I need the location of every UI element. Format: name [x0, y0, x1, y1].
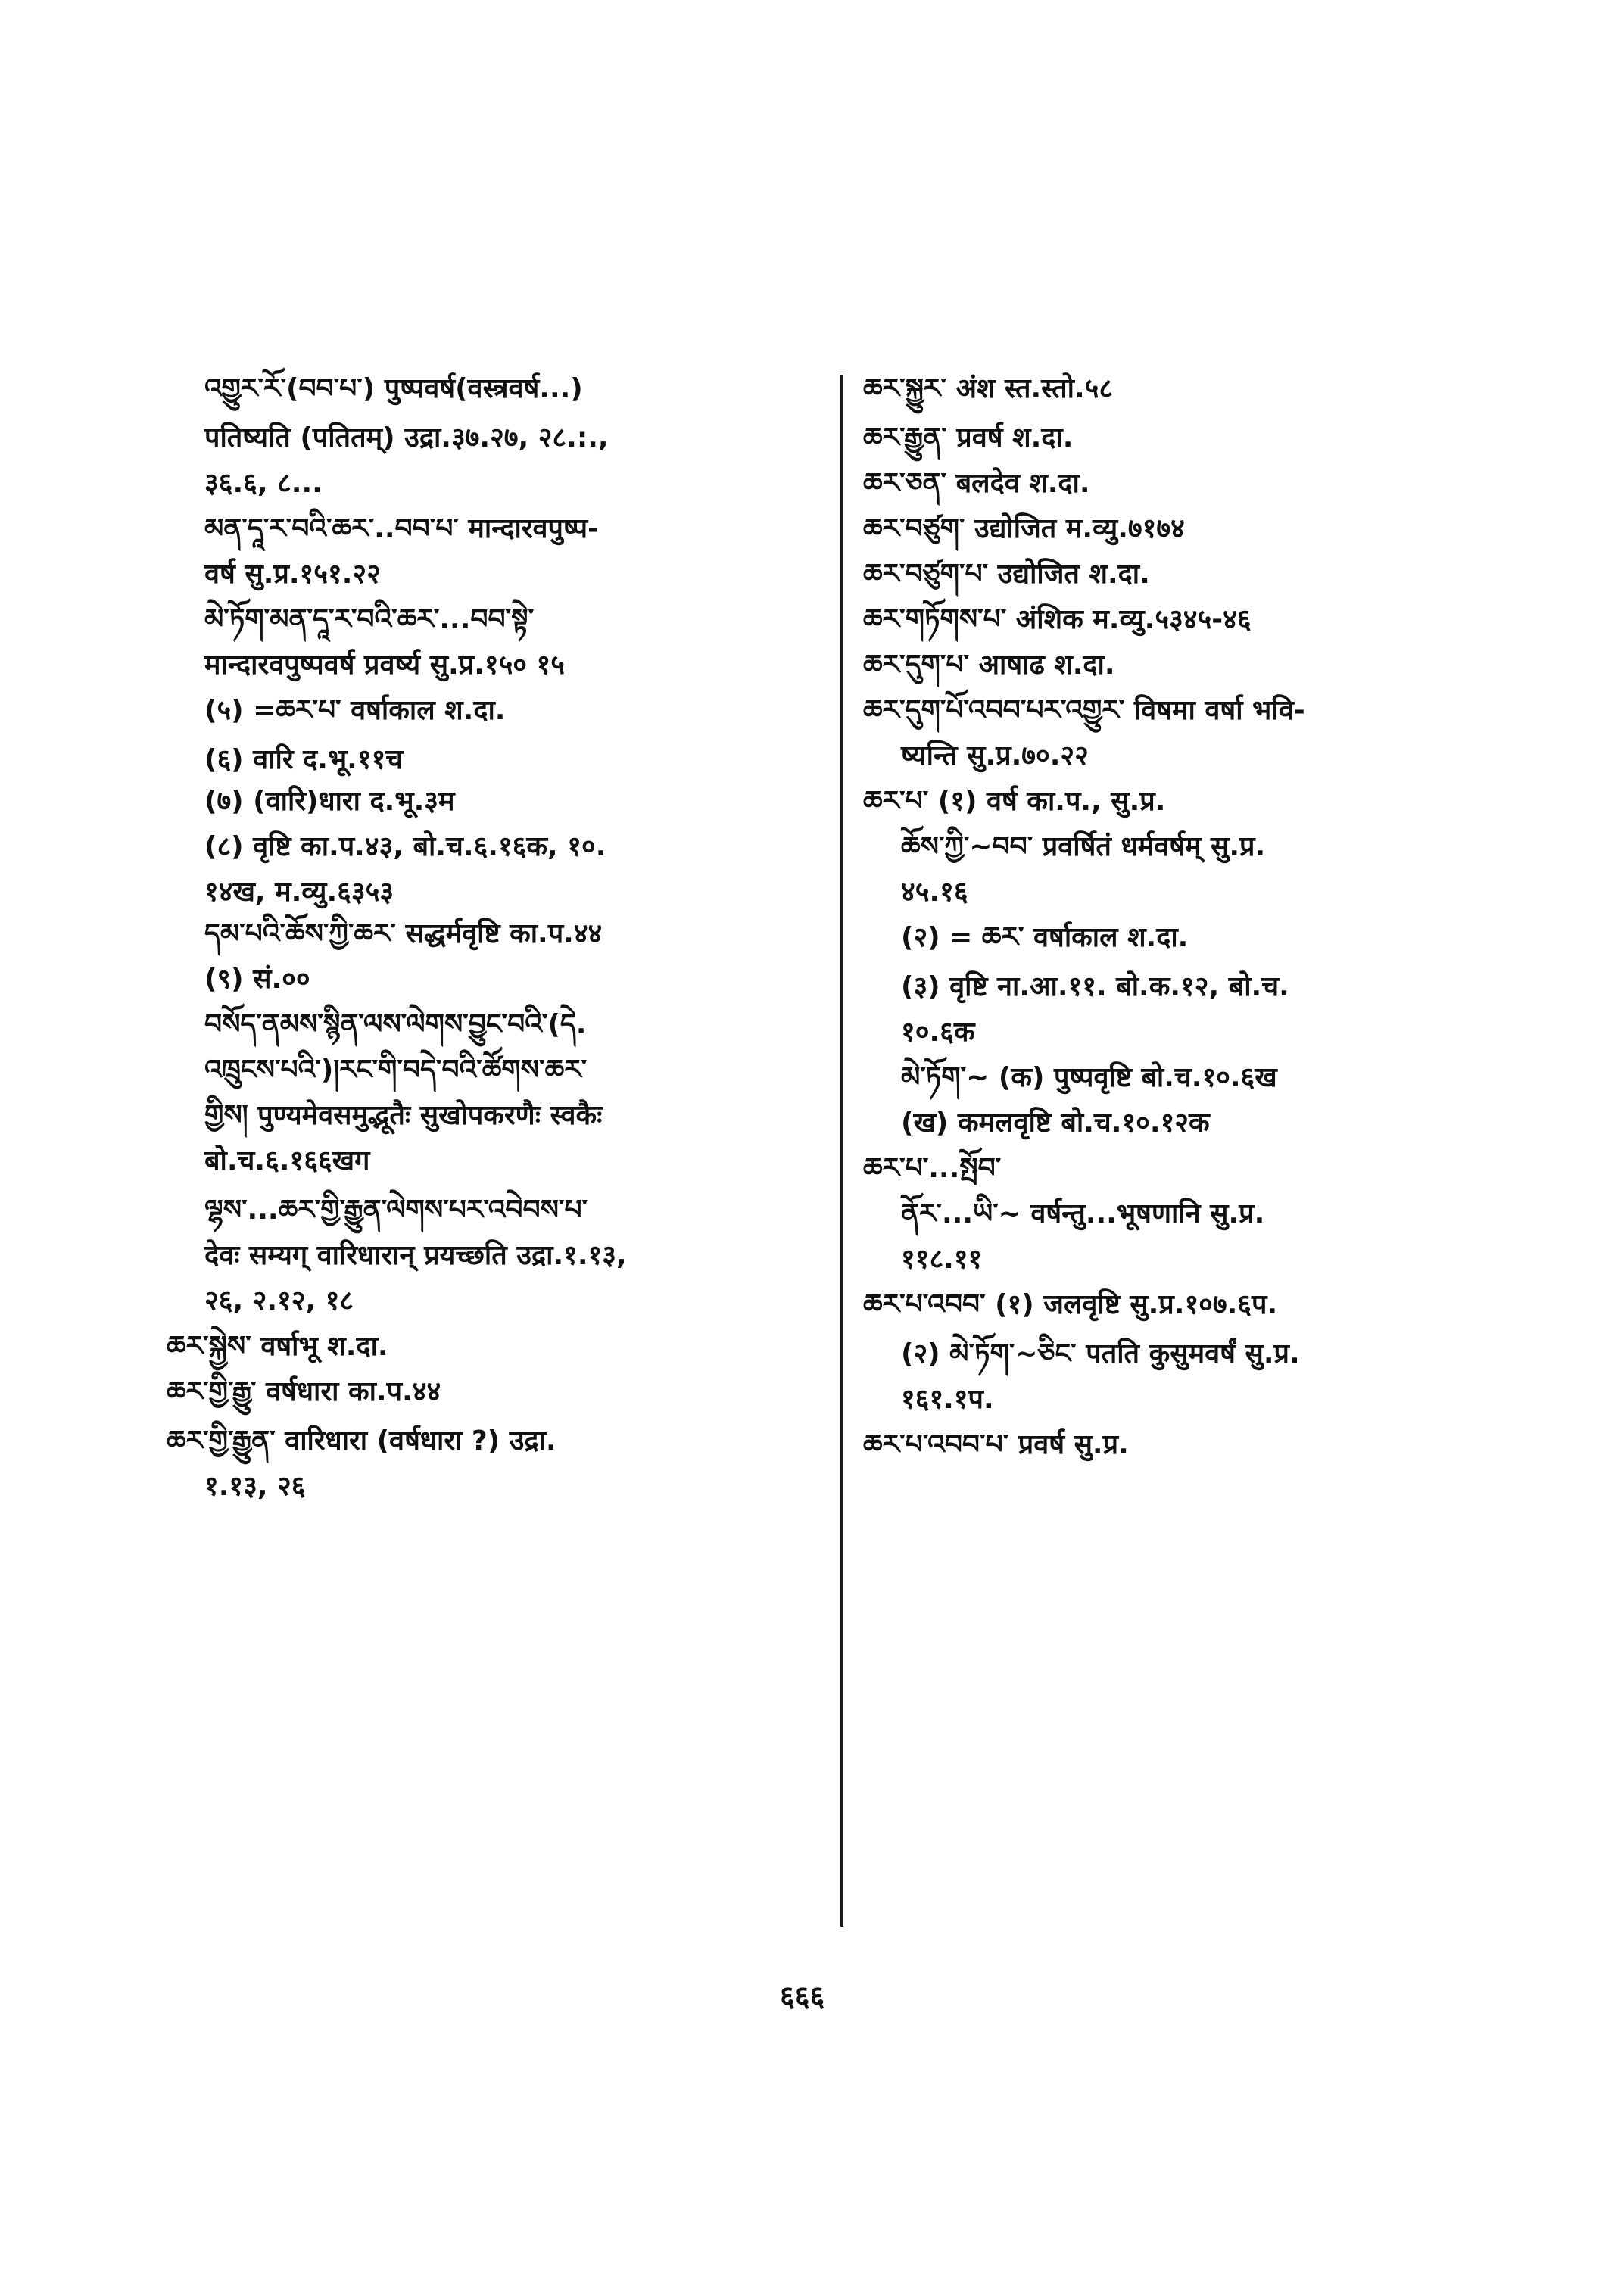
entry-line: བསོད་ནམས་སྙིན་ལས་ལེགས་བྱུང་བའི་(དེ.	[204, 1009, 587, 1040]
entry-line: ४५.१६	[901, 877, 968, 908]
entry-line: དམ་པའི་ཆོས་ཀྱི་ཆར་ सद्धर्मवृष्टि का.प.४४	[204, 918, 603, 949]
entry-line: (६) वारि द.भू.११च	[204, 744, 404, 775]
entry-line: १०.६क	[901, 1017, 975, 1048]
entry-line: ཆར་བཙུག་པ་ उद्योजित श.दा.	[863, 559, 1150, 590]
entry-line: ཆར་གྱི་རྒྱུན་ वारिधारा (वर्षधारा ?) उद्रा.	[167, 1425, 556, 1456]
entry-line: ष्यन्ति सु.प्र.७०.२२	[901, 740, 1089, 771]
entry-line: वर्ष सु.प्र.१५१.२२	[204, 559, 381, 590]
entry-line: ཆར་སྐྱེས་ वर्षाभू श.दा.	[167, 1331, 388, 1362]
entry-line: बो.च.६.१६६खग	[204, 1145, 370, 1176]
entry-line: ཆར་ཅན་ बलदेव श.दा.	[863, 468, 1090, 499]
column-divider	[840, 375, 843, 1927]
entry-line: འགྱུར་རོ་(བབ་པ་) पुष्पवर्ष(वस्त्रवर्ष...)	[204, 373, 583, 404]
entry-line: ཆར་རྒྱུན་ प्रवर्ष श.दा.	[863, 422, 1074, 453]
entry-line: མན་དཱ་ར་བའི་ཆར་..བབ་པ་ मान्दारवपुष्प-	[204, 513, 599, 544]
entry-line: (७) (वारि)धारा द.भू.३म	[204, 786, 455, 817]
entry-line: ལྷས་...ཆར་གྱི་རྒྱུན་ལེགས་པར་འབེབས་པ་	[204, 1195, 588, 1226]
entry-line: ११८.११	[901, 1244, 983, 1275]
entry-line: मान्दारवपुष्पवर्ष प्रवर्ष्य सु.प्र.१५० १५	[204, 650, 565, 681]
entry-line: १.१३, २६	[204, 1471, 306, 1502]
entry-line: ཆར་དུག་པོ་འབབ་པར་འགྱུར་ विषमा वर्षा भवि-	[863, 695, 1305, 726]
entry-line: འཁྲུངས་པའི་)།རང་གི་བདེ་བའི་ཚོགས་ཆར་	[204, 1055, 588, 1086]
entry-line: (२) མེ་ཏོག་~ཅིང་ पतति कुसुमवर्षं सु.प्र.	[901, 1338, 1300, 1369]
entry-line: གྱིས། पुण्यमेवसमुद्भूतैः सुखोपकरणैः स्वकैः	[204, 1100, 603, 1131]
entry-line: ནོར་...ཡི་~ वर्षन्तु...भूषणानि सु.प्र.	[901, 1198, 1265, 1229]
entry-line: (९) सं.००	[204, 964, 310, 995]
entry-line: ཆར་པ་...སྤོབ་	[863, 1153, 1002, 1184]
entry-line: ཆར་པ་འབབ་ (१) जलवृष्टि सु.प्र.१०७.६प.	[863, 1289, 1278, 1320]
entry-line: ཆར་པ་ (१) वर्ष का.प., सु.प्र.	[863, 786, 1166, 817]
entry-line: १६१.१प.	[901, 1384, 994, 1415]
entry-line: (८) वृष्टि का.प.४३, बो.च.६.१६क, १०.	[204, 831, 606, 862]
entry-line: २६, २.१२, १८	[204, 1285, 354, 1316]
entry-line: (२) = ཆར་ वर्षाकाल श.दा.	[901, 922, 1189, 953]
entry-line: ཆར་པ་འབབ་པ་ प्रवर्ष सु.प्र.	[863, 1429, 1129, 1460]
entry-line: (५) =ཆར་པ་ वर्षाकाल श.दा.	[204, 695, 506, 726]
entry-line: ཆར་བཙུག་ उद्योजित म.व्यु.७१७४	[863, 513, 1185, 544]
entry-line: (ख) कमलवृष्टि बो.च.१०.१२क	[901, 1108, 1210, 1139]
entry-line: ཆར་དུག་པ་ आषाढ श.दा.	[863, 650, 1115, 681]
entry-line: མེ་ཏོག་~ (क) पुष्पवृष्टि बो.च.१०.६ख	[901, 1062, 1277, 1093]
entry-line: མེ་ཏོག་མན་དཱ་ར་བའི་ཆར་...བབ་སྟེ་	[204, 604, 535, 635]
entry-line: ཆར་གཏོགས་པ་ अंशिक म.व्यु.५३४५-४६	[863, 604, 1252, 635]
entry-line: पतिष्यति (पतितम्) उद्रा.३७.२७, २८.:.,	[204, 422, 609, 453]
entry-line: ཆོས་ཀྱི་~བབ་ प्रवर्षितं धर्मवर्षम् सु.प्र.	[901, 831, 1266, 862]
entry-line: ३६.६, ८...	[204, 468, 323, 499]
page-number: ६६६	[780, 1980, 825, 2013]
entry-line: ཆར་སྐྱུར་ अंश स्त.स्तो.५८	[863, 373, 1114, 404]
entry-line: देवः सम्यग् वारिधारान् प्रयच्छति उद्रा.१.१३,	[204, 1240, 627, 1271]
entry-line: ཆར་གྱི་རྒྱུ་ वर्षधारा का.प.४४	[167, 1376, 441, 1407]
entry-line: १४ख, म.व्यु.६३५३	[204, 877, 394, 908]
entry-line: (३) वृष्टि ना.आ.११. बो.क.१२, बो.च.	[901, 971, 1289, 1002]
